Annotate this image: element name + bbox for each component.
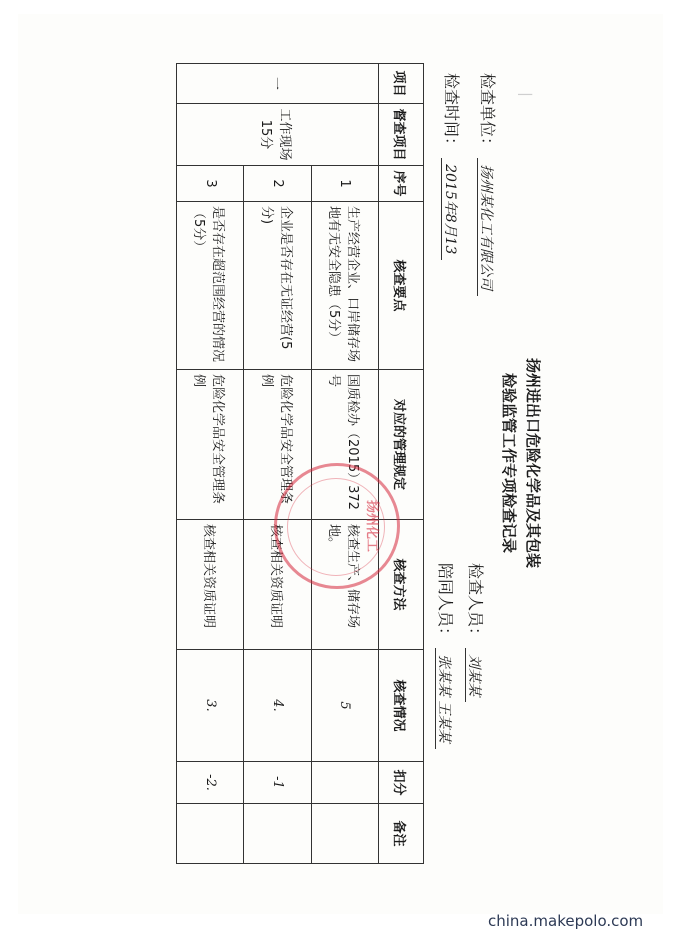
inspector-field: [465, 563, 488, 702]
header-item: 督查项目: [379, 104, 424, 166]
header-method: 核查方法: [379, 520, 424, 650]
row-seq: 2: [244, 166, 311, 202]
inspection-time-label: 检查时间：: [442, 73, 461, 154]
rotated-document-wrapper: [176, 63, 550, 863]
row-result: 5: [311, 650, 378, 762]
inspected-unit-label: 检查单位：: [478, 73, 497, 154]
row-point: 生产经营企业、口岸储存场地有无安全隐患（5分）: [311, 202, 378, 370]
show-through-text: ▏: [518, 94, 532, 104]
header-point: 核查要点: [379, 202, 424, 370]
category-cell: [177, 104, 379, 166]
document-title-line1: 扬州进出口危险化学品及其包装: [524, 357, 542, 568]
row-method: 核查相关资质证明: [177, 520, 244, 650]
inspected-unit-field: [477, 73, 500, 296]
row-deduction: -2.: [177, 762, 244, 804]
header-result: 核查情况: [379, 650, 424, 762]
category-score: 15分: [258, 119, 274, 150]
row-method: 核查生产、储存场地。: [311, 520, 378, 650]
inspection-record-page: [176, 63, 550, 863]
inspector-value: 刘某某: [465, 648, 482, 702]
row-seq: 1: [311, 166, 378, 202]
row-note: [311, 804, 378, 864]
header-regulation: 对应的管理规定: [379, 370, 424, 520]
row-seq: 3: [177, 166, 244, 202]
accompanying-value: 张某某 王某某: [435, 648, 452, 748]
row-deduction: -1: [244, 762, 311, 804]
row-result: 4.: [244, 650, 311, 762]
stamp-text: 扬州化工: [364, 499, 379, 552]
category-number: 一: [177, 64, 379, 104]
header-deduction: 扣分: [379, 762, 424, 804]
row-point: 是否存在超范围经营的情况（5分）: [177, 202, 244, 370]
category-name: 工作现场: [277, 108, 293, 161]
table-row: [177, 64, 244, 864]
inspection-time-value: 2015年8月13: [441, 158, 458, 260]
inspection-time-field: [441, 73, 464, 260]
accompanying-field: [435, 563, 458, 749]
table-row: [244, 64, 311, 864]
inspector-label: 检查人员：: [466, 563, 485, 644]
row-method: 核查相关资质证明: [244, 520, 311, 650]
document-title-line2: 检验监管工作专项检查记录: [500, 372, 518, 553]
header-category: 项目: [379, 64, 424, 104]
row-note: [244, 804, 311, 864]
row-result: 3.: [177, 650, 244, 762]
header-note: 备注: [379, 804, 424, 864]
accompanying-label: 陪同人员：: [436, 563, 455, 644]
row-regulation: 危险化学品安全管理条例: [244, 370, 311, 520]
inspection-table: [176, 63, 424, 864]
watermark-text: china.makepolo.com: [488, 912, 644, 930]
table-header-row: [379, 64, 424, 864]
company-seal-stamp: [274, 463, 400, 589]
row-deduction: [311, 762, 378, 804]
row-note: [177, 804, 244, 864]
inspected-unit-value: 扬州某化工有限公司: [477, 158, 494, 296]
row-regulation: 危险化学品安全管理条例: [177, 370, 244, 520]
header-seq: 序号: [379, 166, 424, 202]
row-point: 企业是否存在无证经营(5分): [244, 202, 311, 370]
row-regulation: 国质检办（2015）372号: [311, 370, 378, 520]
